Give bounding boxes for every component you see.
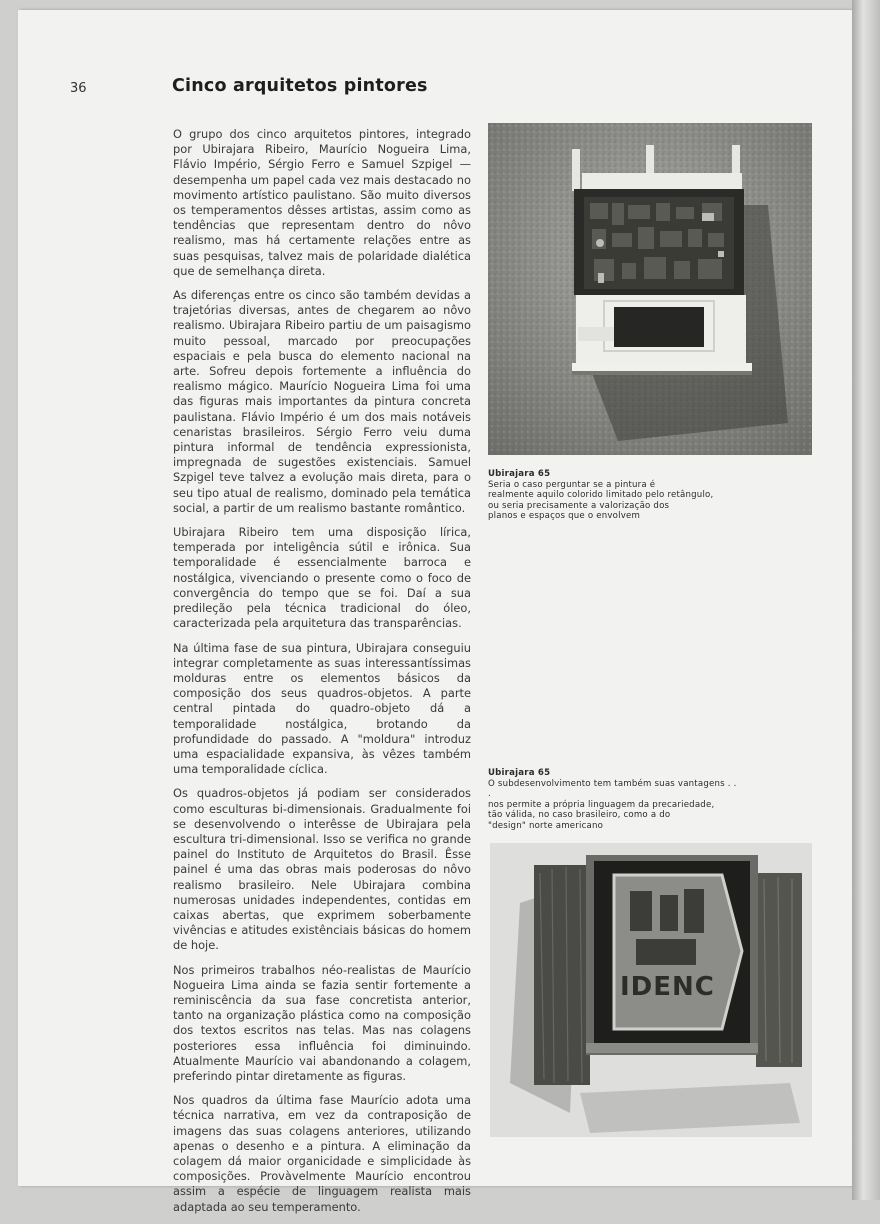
magazine-page	[18, 10, 852, 1214]
photo-caption-1	[488, 469, 738, 522]
paragraph: As diferenças entre os cinco são também devidas a trajetórias diversas, antes de chegarem ao nôvo realismo. Ubirajara Ribeiro partiu de um paisagismo muito pessoal, marcado por preocupações espaciais e pela busca do elemento nacional na arte. Sofreu depois fortemente a influência do realismo mágico. Maurício Nogueira Lima foi uma das figuras mais importantes da pintura concreta paulistana. Flávio Império é um dos mais notáveis cenaristas brasileiros. Sérgio Ferro veiu duma pintura informal de tendência expressionista, impregnada de sugestões existenciais. Samuel Szpigel teve talvez a evolução mais direta, para o seu tipo atual de realismo, dominado pela temática social, a partir de um realismo bastante romântico.	[173, 288, 471, 515]
caption-line: planos e espaços que o envolvem	[488, 511, 641, 522]
artwork-photo-2-image	[490, 843, 812, 1137]
caption-line: nos permite a própria linguagem da precariedade,	[488, 799, 715, 810]
paragraph: Nos quadros da última fase Maurício adota uma técnica narrativa, em vez da contraposição de imagens das suas colagens anteriores, utilizando apenas o desenho e a pintura. A eliminação da colagem dá maior organicidade e simplicidade às composições. Provàvelmente Maurício encontrou assim a espécie de linguagem realista mais adaptada ao seu temperamento.	[173, 1093, 471, 1214]
artwork-photo-1-image	[488, 123, 812, 455]
paragraph: Os quadros-objetos já podiam ser considerados como esculturas bi-dimensionais. Gradualmente foi se desenvolvendo o interêsse de Ubirajara pela escultura tri-dimensional. Isso se verifica no grande painel do Instituto de Arquitetos do Brasil. Êsse painel é uma das obras mais poderosas do nôvo realismo brasileiro. Nele Ubirajara combina numerosas unidades independentes, contidas em caixas abertas, que exprimem soberbamente vivências e atitudes existênciais básicas do homem de hoje.	[173, 786, 471, 953]
caption-line: O subdesenvolvimento tem também suas vantagens . . .	[488, 778, 737, 800]
caption-title: Ubirajara 65	[488, 469, 551, 479]
article-title: Cinco arquitetos pintores	[172, 76, 428, 96]
caption-line: realmente aquilo colorido limitado pelo retângulo,	[488, 490, 714, 501]
page-edge	[852, 0, 880, 1200]
caption-line: ou seria precisamente a valorização dos	[488, 500, 670, 511]
paragraph: Ubirajara Ribeiro tem uma disposição lírica, temperada por inteligência sútil e irônica. Sua temporalidade é essencialmente barroca e nostálgica, vivenciando o presente como o foco de convergência do tempo que se foi. Daí a sua predileção pela técnica tradicional do óleo, caracterizada pela arquitetura das transparências.	[173, 525, 471, 631]
paragraph: Nos primeiros trabalhos néo-realistas de Maurício Nogueira Lima ainda se fazia sentir fortemente a reminiscência da sua fase concretista anterior, tanto na organização plástica como na composição dos textos escritos nas telas. Mas nas colagens posteriores essa influência foi diminuindo. Atualmente Maurício vai abandonando a colagem, preferindo pintar diretamente as figuras.	[173, 962, 471, 1083]
paragraph: O grupo dos cinco arquitetos pintores, integrado por Ubirajara Ribeiro, Maurício Nogueira Lima, Flávio Império, Sérgio Ferro e Samuel Szpigel — desempenha um papel cada vez mais destacado no movimento artístico paulistano. São muito diversos os temperamentos dêsses artistas, assim como as tendências que representam dentro do nôvo realismo, mas há certamente relações entre as suas pesquisas, talvez mais de polaridade dialética que de semelhança direta.	[173, 127, 471, 278]
sign-lettering: IDENC	[620, 972, 715, 1002]
caption-line: tão válida, no caso brasileiro, como a do	[488, 810, 671, 821]
caption-title: Ubirajara 65	[488, 768, 551, 778]
paragraph: Na última fase de sua pintura, Ubirajara conseguiu integrar completamente as suas interessantíssimas molduras entre os elementos básicos da composição dos seus quadros-objetos. A parte central pintada do quadro-objeto dá a temporalidade nostálgica, brotando da profundidade do passado. A "moldura" introduz uma espacialidade expansiva, às vêzes também uma temporalidade cíclica.	[173, 640, 471, 777]
photo-caption-2	[488, 768, 738, 832]
caption-line: "design" norte americano	[488, 820, 604, 831]
caption-line: Seria o caso perguntar se a pintura é	[488, 479, 656, 490]
page-number: 36	[70, 81, 87, 96]
artwork-photo-1	[488, 123, 812, 455]
artwork-photo-2	[490, 843, 812, 1137]
article-body	[173, 127, 471, 1224]
